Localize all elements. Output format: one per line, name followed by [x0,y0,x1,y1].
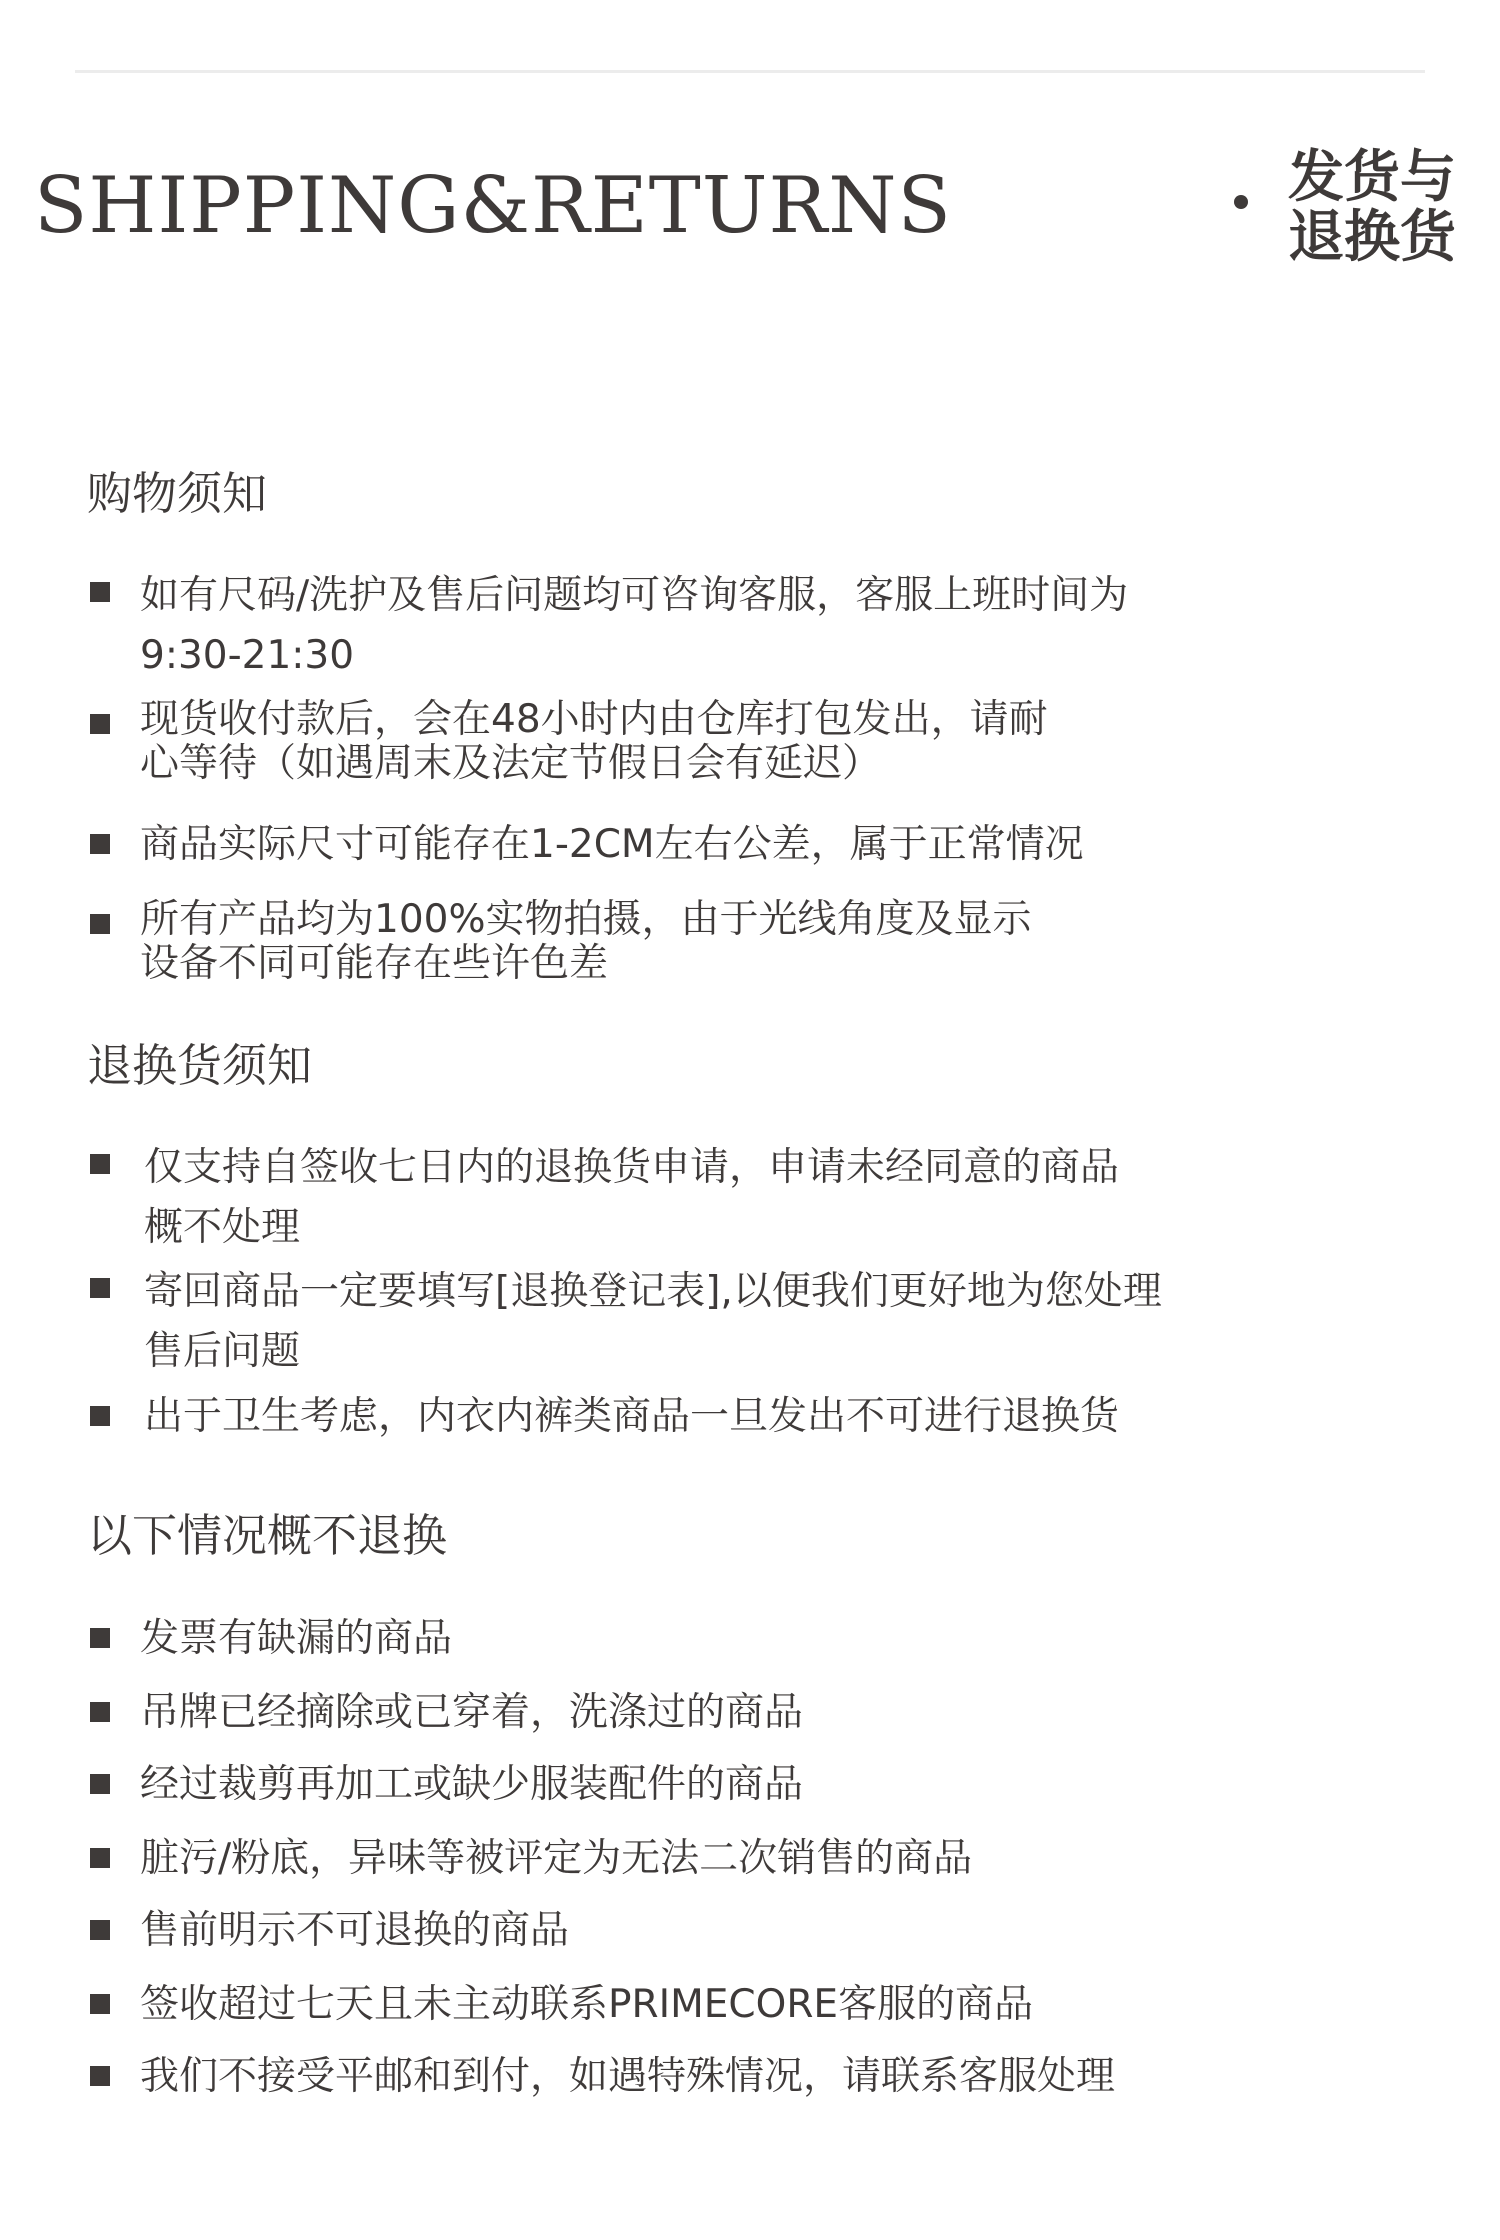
list-item-text [140,1904,569,1958]
bullet-square-icon [90,1154,110,1174]
list-item-line: 寄回商品一定要填写[退换登记表],以便我们更好地为您处理 [144,1269,1162,1314]
list-item-line: 售后问题 [144,1329,301,1374]
section-heading-return-policy: 退换货须知 [87,1039,313,1092]
list-item-text [140,2050,1115,2104]
page-title-chinese-line1: 发货与 [1288,145,1456,210]
list-item-text [140,698,1048,786]
list-item-line: 发票有缺漏的商品 [140,1616,453,1661]
list-item-line: 概不处理 [144,1205,301,1250]
list-item-text [140,1758,803,1812]
bullet-square-icon [90,1406,110,1426]
list-item-line: 如有尺码/洗护及售后问题均可咨询客服，客服上班时间为 [140,573,1129,618]
list-item-line: 商品实际尺寸可能存在1-2CM左右公差，属于正常情况 [140,822,1084,867]
list-item-line: 出于卫生考虑，内衣内裤类商品一旦发出不可进行退换货 [144,1394,1120,1439]
bullet-square-icon [90,1628,110,1648]
bullet-square-icon [90,714,110,734]
list-item-text [140,1612,452,1666]
list-item-line: 仅支持自签收七日内的退换货申请，申请未经同意的商品 [144,1145,1120,1190]
bullet-square-icon [90,2066,110,2086]
bullet-square-icon [90,914,110,934]
bullet-square-icon [90,1994,110,2014]
list-item-text [140,898,1032,986]
list-item-text [140,1686,803,1740]
list-item-text [144,1262,1162,1382]
bullet-square-icon [90,1848,110,1868]
page-title-chinese-line2: 退换货 [1288,205,1456,270]
bullet-square-icon [90,1702,110,1722]
list-item-text [140,566,1128,686]
bullet-square-icon [90,1920,110,1940]
list-item-text [144,1138,1119,1258]
list-item-line: 心等待（如遇周末及法定节假日会有延迟） [140,741,882,786]
title-bullet-dot [1234,195,1248,209]
list-item-line: 现货收付款后，会在48小时内由仓库打包发出，请耐 [140,697,1048,742]
section-heading-shopping-notice: 购物须知 [87,467,268,520]
list-item-line: 我们不接受平邮和到付，如遇特殊情况，请联系客服处理 [140,2054,1116,2099]
list-item-line: 设备不同可能存在些许色差 [140,941,609,986]
list-item-line: 所有产品均为100%实物拍摄，由于光线角度及显示 [140,897,1032,942]
list-item-line: 吊牌已经摘除或已穿着，洗涤过的商品 [140,1690,804,1735]
page-title-english: SHIPPING&RETURNS [34,161,952,251]
list-item-text [140,1978,1033,2032]
list-item-line: 经过裁剪再加工或缺少服装配件的商品 [140,1762,804,1807]
bullet-square-icon [90,1278,110,1298]
list-item-line: 脏污/粉底，异味等被评定为无法二次销售的商品 [140,1836,973,1881]
list-item-line: 售前明示不可退换的商品 [140,1908,570,1953]
page-title-chinese [1288,145,1456,270]
list-item-line: 9:30-21:30 [140,633,355,678]
bullet-square-icon [90,1774,110,1794]
bullet-square-icon [90,582,110,602]
bullet-square-icon [90,834,110,854]
list-item-text [140,818,1084,872]
list-item-line: 签收超过七天且未主动联系PRIMECORE客服的商品 [140,1982,1034,2027]
top-divider [75,70,1425,73]
list-item-text [140,1832,972,1886]
list-item-text [144,1390,1119,1444]
section-heading-non-returnable: 以下情况概不退换 [87,1509,448,1562]
